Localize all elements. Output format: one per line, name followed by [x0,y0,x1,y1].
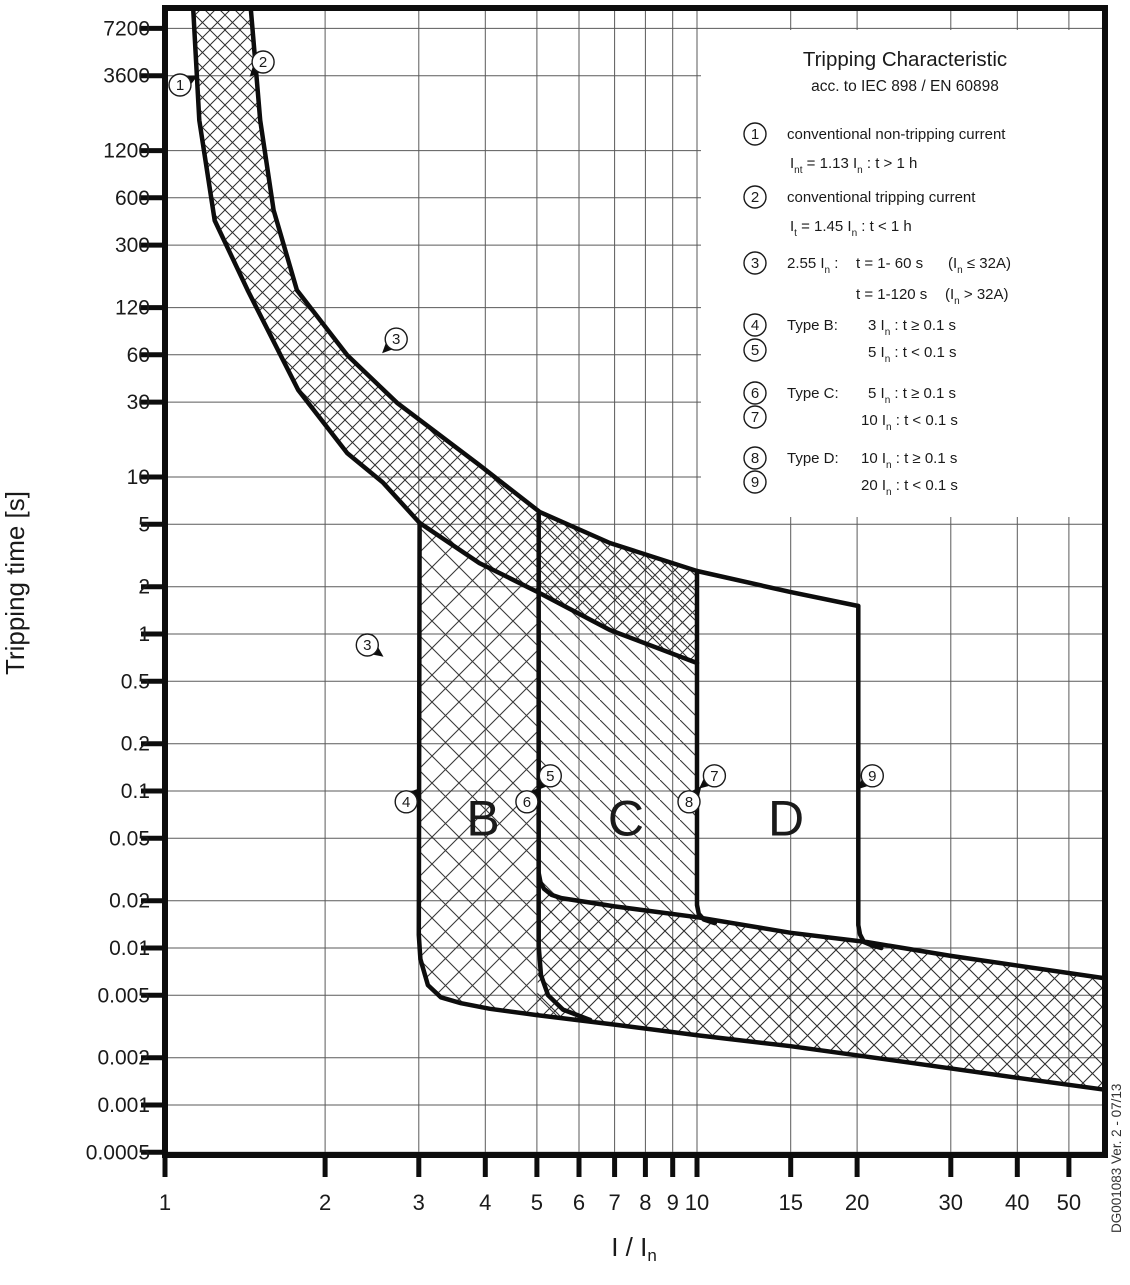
zone-label-D: D [767,790,805,847]
annotation-number: 1 [175,77,185,94]
y-tick-label: 0.0005 [85,1141,150,1165]
legend-text: Type B: [787,317,838,334]
legend-number: 6 [750,385,760,402]
x-tick-label: 20 [844,1190,870,1215]
legend-text: conventional tripping current [787,189,976,206]
legend-number: 8 [750,450,760,467]
y-tick-label: 60 [126,343,150,367]
y-tick-label: 30 [126,391,150,415]
annotation-3 [382,328,407,353]
x-tick-label: 2 [318,1190,332,1215]
legend-text: $(I_n \le 32A)$ [948,255,1011,276]
region-zone-C [539,512,715,923]
y-tick-label: 0.005 [97,984,150,1008]
legend-number: 3 [750,255,760,272]
legend-text: conventional non-tripping current [787,126,1006,143]
legend-number: 9 [750,474,760,491]
y-tick-label: 0.05 [109,827,150,851]
x-tick-label: 50 [1056,1190,1082,1215]
x-tick-label: 5 [530,1190,544,1215]
y-tick-label: 0.02 [109,889,150,913]
legend-number: 2 [750,189,760,206]
legend-text: 10 $I_n$ : t < 0.1 s [861,412,958,433]
annotation-1 [169,74,198,96]
annotation-9 [858,765,884,789]
legend-text: t = 1-120 s [856,286,928,303]
x-axis-label-text: I / In [611,1232,657,1265]
legend-number: 4 [750,317,760,334]
annotation-number: 3 [363,637,372,654]
legend-text: 2.55 $I_n$ : [787,255,839,276]
annotation-7 [699,765,725,789]
y-tick-label: 1 [138,623,150,646]
y-tick-label: 3600 [103,64,150,88]
y-tick-label: 0.1 [120,780,150,803]
legend-text: 3 $I_n$ : t ≥ 0.1 s [868,317,957,338]
legend-text: t = 1- 60 s [856,255,924,272]
legend-number: 5 [750,342,760,359]
y-tick-label: 600 [114,186,150,210]
y-tick-label: 2 [138,575,150,599]
x-tick-label: 1 [158,1190,172,1215]
annotation-4 [395,788,420,813]
y-tick-label: 10 [126,466,150,489]
annotation-number: 5 [546,767,555,785]
x-tick-label: 30 [938,1190,964,1215]
y-tick-label: 300 [114,234,150,258]
document-code: DG001083 Ver. 2 - 07/13 [1109,1083,1124,1233]
legend-text: $I_{nt} = 1.13$ $I_n$ : t > 1 h [790,155,918,176]
y-tick-label: 7200 [103,17,150,41]
x-tick-label: 10 [684,1190,710,1215]
y-tick-label: 0.01 [109,937,150,960]
y-tick-label: 0.2 [120,732,150,756]
legend-text: 10 $I_n$ : t ≥ 0.1 s [861,450,958,471]
legend-text: Type D: [787,450,839,467]
legend-number: 1 [750,126,760,143]
y-tick-label: 0.001 [97,1094,150,1117]
legend-background [701,30,1102,517]
legend-text: $I_t = 1.45$ $I_n$ : t < 1 h [790,218,912,239]
annotation-number: 2 [258,54,268,71]
annotation-number: 3 [392,331,401,349]
x-tick-label: 15 [778,1190,803,1215]
x-tick-label: 4 [479,1190,492,1215]
annotation-3 [356,634,383,657]
line-10In-typeC-instant [697,571,715,923]
legend-text: Type C: [787,385,839,402]
annotation-number: 7 [710,767,719,785]
chart-subtitle: acc. to IEC 898 / EN 60898 [811,78,999,95]
x-tick-label: 40 [1005,1190,1030,1215]
annotation-number: 9 [868,767,877,785]
x-tick-label: 9 [666,1190,679,1215]
legend-text: 20 $I_n$ : t < 0.1 s [861,477,958,498]
legend-number: 7 [750,409,760,426]
y-tick-label: 1200 [103,139,150,163]
x-tick-label: 8 [639,1190,652,1215]
y-tick-label: 0.002 [97,1046,150,1070]
zone-label-B: B [466,790,500,847]
chart-title: Tripping Characteristic [802,48,1008,71]
legend-text: 5 $I_n$ : t < 0.1 s [868,344,957,365]
x-tick-label: 3 [412,1190,425,1215]
x-tick-label: 7 [608,1190,621,1215]
legend-text: $(I_n > 32A)$ [945,286,1009,307]
zone-label-C: C [607,790,644,847]
legend-text: 5 $I_n$ : t ≥ 0.1 s [868,385,957,406]
annotation-number: 8 [684,793,694,811]
y-tick-label: 120 [114,296,150,320]
annotation-number: 6 [522,793,532,811]
x-tick-label: 6 [572,1190,586,1215]
annotation-number: 4 [402,793,411,811]
x-axis-label [611,1232,657,1265]
y-axis-label: Tripping time [s] [0,491,30,675]
y-tick-label: 5 [138,513,150,537]
y-tick-label: 0.5 [120,670,150,694]
